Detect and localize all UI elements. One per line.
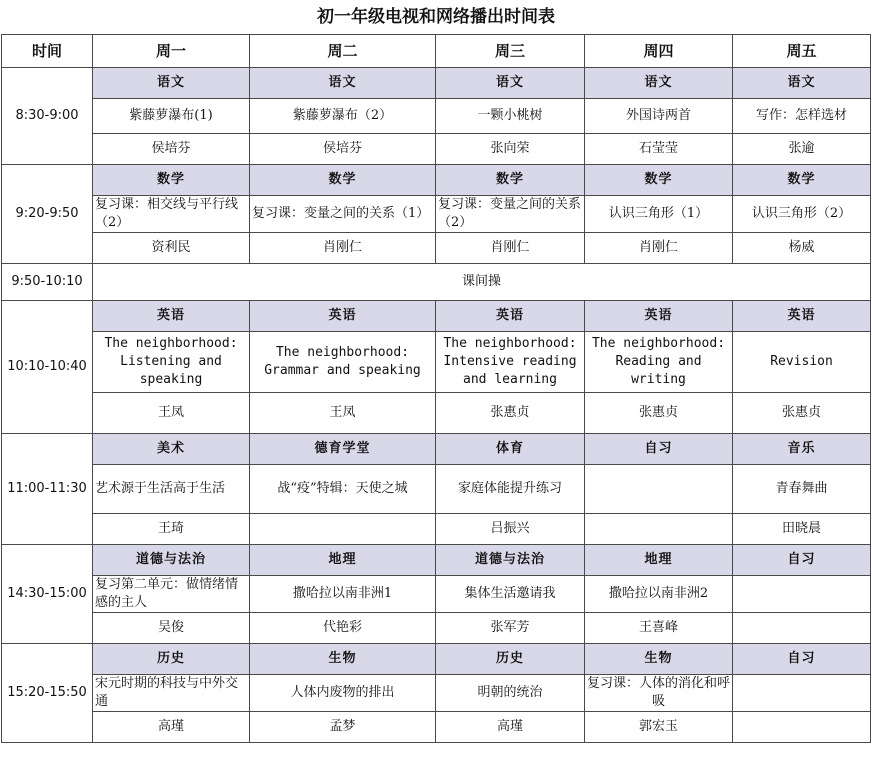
break-cell: 课间操	[93, 264, 871, 301]
time-slot: 9:20-9:50	[2, 165, 93, 264]
teacher-cell: 张军芳	[436, 613, 585, 644]
teacher-cell: 侯培芬	[250, 134, 436, 165]
topic-cell: 一颗小桃树	[436, 99, 585, 134]
header-thu: 周四	[585, 35, 733, 68]
teacher-cell: 王琦	[93, 514, 250, 545]
topic-cell: 集体生活邀请我	[436, 576, 585, 613]
teacher-cell: 肖刚仁	[436, 233, 585, 264]
teacher-cell: 张向荣	[436, 134, 585, 165]
teacher-cell: 吴俊	[93, 613, 250, 644]
topic-row	[2, 196, 871, 233]
subject-cell: 语文	[250, 68, 436, 99]
topic-cell: 复习课：相交线与平行线（2）	[93, 196, 250, 233]
topic-cell: The neighborhood: Reading and writing	[585, 332, 733, 393]
subject-cell: 生物	[585, 644, 733, 675]
subject-cell: 语文	[733, 68, 871, 99]
topic-cell: 青春舞曲	[733, 465, 871, 514]
teacher-cell: 张惠贞	[436, 393, 585, 434]
subject-row	[2, 545, 871, 576]
topic-cell: 复习课：人体的消化和呼吸	[585, 675, 733, 712]
subject-row	[2, 434, 871, 465]
teacher-cell: 资利民	[93, 233, 250, 264]
teacher-cell: 杨威	[733, 233, 871, 264]
time-slot: 9:50-10:10	[2, 264, 93, 301]
teacher-cell: 王凤	[250, 393, 436, 434]
time-slot: 10:10-10:40	[2, 301, 93, 434]
topic-cell: 战“疫”特辑：天使之城	[250, 465, 436, 514]
teacher-cell: 王喜峰	[585, 613, 733, 644]
teacher-cell: 田晓晨	[733, 514, 871, 545]
teacher-row	[2, 514, 871, 545]
subject-cell: 数学	[585, 165, 733, 196]
teacher-cell: 高瑾	[93, 712, 250, 743]
header-row	[2, 35, 871, 68]
topic-cell: 艺术源于生活高于生活	[93, 465, 250, 514]
subject-cell: 数学	[436, 165, 585, 196]
topic-cell: 认识三角形（1）	[585, 196, 733, 233]
teacher-row	[2, 712, 871, 743]
topic-cell	[733, 576, 871, 613]
subject-cell: 体育	[436, 434, 585, 465]
topic-cell: The neighborhood: Grammar and speaking	[250, 332, 436, 393]
subject-cell: 语文	[436, 68, 585, 99]
topic-cell: 写作：怎样选材	[733, 99, 871, 134]
subject-cell: 道德与法治	[93, 545, 250, 576]
time-slot: 11:00-11:30	[2, 434, 93, 545]
subject-row	[2, 165, 871, 196]
subject-cell: 数学	[250, 165, 436, 196]
time-slot: 14:30-15:00	[2, 545, 93, 644]
subject-cell: 英语	[436, 301, 585, 332]
teacher-row	[2, 393, 871, 434]
subject-row	[2, 644, 871, 675]
topic-cell: 人体内废物的排出	[250, 675, 436, 712]
subject-cell: 地理	[250, 545, 436, 576]
break-row	[2, 264, 871, 301]
topic-cell: 明朝的统治	[436, 675, 585, 712]
subject-cell: 自习	[585, 434, 733, 465]
header-fri: 周五	[733, 35, 871, 68]
teacher-cell: 张惠贞	[733, 393, 871, 434]
teacher-cell	[585, 514, 733, 545]
teacher-cell: 肖刚仁	[250, 233, 436, 264]
subject-row	[2, 68, 871, 99]
topic-row	[2, 465, 871, 514]
teacher-cell: 石莹莹	[585, 134, 733, 165]
subject-row	[2, 301, 871, 332]
teacher-cell	[733, 712, 871, 743]
teacher-cell: 侯培芬	[93, 134, 250, 165]
subject-cell: 语文	[585, 68, 733, 99]
topic-cell: 复习课：变量之间的关系（2）	[436, 196, 585, 233]
subject-cell: 音乐	[733, 434, 871, 465]
topic-cell: 紫藤萝瀑布（2）	[250, 99, 436, 134]
teacher-cell: 王凤	[93, 393, 250, 434]
subject-cell: 历史	[93, 644, 250, 675]
subject-cell: 地理	[585, 545, 733, 576]
topic-cell: 复习第二单元：做情绪情感的主人	[93, 576, 250, 613]
topic-cell: The neighborhood: Listening and speaking	[93, 332, 250, 393]
topic-cell	[585, 465, 733, 514]
topic-cell: Revision	[733, 332, 871, 393]
teacher-cell: 张逾	[733, 134, 871, 165]
teacher-cell: 张惠贞	[585, 393, 733, 434]
subject-cell: 德育学堂	[250, 434, 436, 465]
topic-row	[2, 332, 871, 393]
subject-cell: 数学	[733, 165, 871, 196]
subject-cell: 语文	[93, 68, 250, 99]
teacher-cell: 代艳彩	[250, 613, 436, 644]
topic-cell: 宋元时期的科技与中外交通	[93, 675, 250, 712]
subject-cell: 美术	[93, 434, 250, 465]
topic-cell: 认识三角形（2）	[733, 196, 871, 233]
time-slot: 15:20-15:50	[2, 644, 93, 743]
teacher-row	[2, 233, 871, 264]
header-time: 时间	[2, 35, 93, 68]
teacher-cell: 吕振兴	[436, 514, 585, 545]
teacher-cell: 郭宏玉	[585, 712, 733, 743]
topic-cell	[733, 675, 871, 712]
subject-cell: 英语	[733, 301, 871, 332]
teacher-cell	[733, 613, 871, 644]
page-title: 初一年级电视和网络播出时间表	[317, 7, 555, 27]
topic-cell: 复习课：变量之间的关系（1）	[250, 196, 436, 233]
topic-cell: 家庭体能提升练习	[436, 465, 585, 514]
teacher-cell: 肖刚仁	[585, 233, 733, 264]
subject-cell: 自习	[733, 644, 871, 675]
topic-row	[2, 99, 871, 134]
subject-cell: 历史	[436, 644, 585, 675]
subject-cell: 数学	[93, 165, 250, 196]
subject-cell: 道德与法治	[436, 545, 585, 576]
subject-cell: 生物	[250, 644, 436, 675]
teacher-cell: 孟梦	[250, 712, 436, 743]
subject-cell: 自习	[733, 545, 871, 576]
subject-cell: 英语	[585, 301, 733, 332]
teacher-cell	[250, 514, 436, 545]
topic-cell: 撒哈拉以南非洲1	[250, 576, 436, 613]
subject-cell: 英语	[93, 301, 250, 332]
header-mon: 周一	[93, 35, 250, 68]
teacher-cell: 高瑾	[436, 712, 585, 743]
topic-cell: The neighborhood: Intensive reading and learning	[436, 332, 585, 393]
teacher-row	[2, 613, 871, 644]
schedule-table	[1, 34, 871, 743]
topic-cell: 外国诗两首	[585, 99, 733, 134]
subject-cell: 英语	[250, 301, 436, 332]
topic-row	[2, 675, 871, 712]
teacher-row	[2, 134, 871, 165]
header-wed: 周三	[436, 35, 585, 68]
topic-cell: 撒哈拉以南非洲2	[585, 576, 733, 613]
topic-cell: 紫藤萝瀑布(1)	[93, 99, 250, 134]
header-tue: 周二	[250, 35, 436, 68]
topic-row	[2, 576, 871, 613]
time-slot: 8:30-9:00	[2, 68, 93, 165]
